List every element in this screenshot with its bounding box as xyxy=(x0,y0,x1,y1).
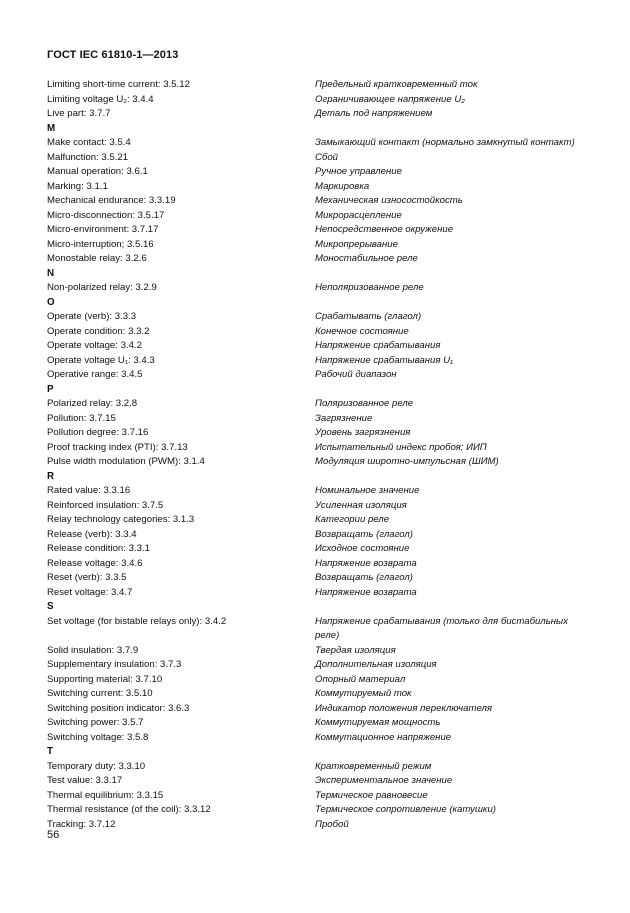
term-russian: Механическая износостойкость xyxy=(315,195,463,206)
term-english: Release (verb): 3.3.4 xyxy=(47,528,137,540)
term-english: Pulse width modulation (PWM): 3.1.4 xyxy=(47,456,205,467)
term-english: Rated value: 3.3.16 xyxy=(47,485,131,496)
term-english: Test value: 3.3.17 xyxy=(47,775,123,786)
index-entry xyxy=(47,731,592,746)
index-entry xyxy=(47,803,592,818)
index-entry xyxy=(47,528,592,543)
index-entry xyxy=(47,252,592,267)
term-english: Proof tracking index (PTI): 3.7.13 xyxy=(47,441,188,453)
term-russian: Экспериментальное значение xyxy=(315,775,453,786)
term-russian: Микропрерывание xyxy=(315,238,398,250)
term-russian: Непосредственное окружение xyxy=(315,224,454,235)
term-russian: Моностабильное реле xyxy=(315,253,418,264)
index-entry xyxy=(47,702,592,717)
term-english: Micro-disconnection: 3.5.17 xyxy=(47,209,165,221)
term-russian: Испытательный индекс пробоя; ИИП xyxy=(315,441,487,453)
index-entries xyxy=(47,78,592,832)
index-entry xyxy=(47,441,592,456)
index-entry xyxy=(47,760,592,775)
term-russian: Дополнительная изоляция xyxy=(315,659,437,670)
term-english: Micro-interruption; 3.5.16 xyxy=(47,238,154,250)
index-entry xyxy=(47,180,592,195)
index-entry xyxy=(47,455,592,470)
term-russian: Индикатор положения переключателя xyxy=(315,702,493,714)
term-english: Reinforced insulation: 3.7.5 xyxy=(47,499,164,511)
term-russian: Модуляция широтно-импульсная (ШИМ) xyxy=(315,456,499,467)
term-russian: Исходное состояние xyxy=(315,543,410,554)
document-header: ГОСТ IEC 61810-1—2013 xyxy=(47,49,179,61)
term-english: Monostable relay: 3.2.6 xyxy=(47,253,147,264)
term-russian: Предельный кратковременный ток xyxy=(315,79,478,90)
index-entry xyxy=(47,542,592,557)
term-russian: Срабатывать (глагол) xyxy=(315,311,422,322)
term-english: Tracking: 3.7.12 xyxy=(47,818,116,830)
section-letter: N xyxy=(47,267,55,279)
term-russian: Пробой xyxy=(315,818,349,830)
term-russian: Напряжение срабатывания U₁ xyxy=(315,354,454,366)
index-entry xyxy=(47,484,592,499)
index-entry xyxy=(47,687,592,702)
term-russian: Замыкающий контакт (нормально замкнутый контакт) xyxy=(315,137,575,148)
index-entry xyxy=(47,368,592,383)
term-russian: Поляризованное реле xyxy=(315,398,414,409)
term-english: Malfunction: 3.5.21 xyxy=(47,151,129,163)
index-entry xyxy=(47,136,592,151)
term-english: Pollution: 3.7.15 xyxy=(47,412,116,424)
term-english: Pollution degree: 3.7.16 xyxy=(47,427,149,438)
term-english: Make contact: 3.5.4 xyxy=(47,137,131,148)
term-english: Release condition: 3.3.1 xyxy=(47,543,150,554)
index-entry xyxy=(47,209,592,224)
term-english: Operate voltage U₁: 3.4.3 xyxy=(47,354,155,366)
term-english: Relay technology categories: 3.1.3 xyxy=(47,514,195,525)
index-entry xyxy=(47,310,592,325)
section-letter: R xyxy=(47,470,55,482)
term-russian: Напряжение срабатывания xyxy=(315,340,441,351)
term-english: Temporary duty: 3.3.10 xyxy=(47,760,146,772)
index-entry xyxy=(47,412,592,427)
term-russian: Деталь под напряжением xyxy=(315,108,433,119)
index-entry xyxy=(47,325,592,340)
term-russian: Возвращать (глагол) xyxy=(315,528,413,540)
term-english: Supplementary insulation: 3.7.3 xyxy=(47,659,182,670)
term-english: Limiting short-time current: 3.5.12 xyxy=(47,79,190,90)
term-russian: Опорный материал xyxy=(315,673,406,685)
term-english: Switching current: 3.5.10 xyxy=(47,688,153,699)
index-entry xyxy=(47,513,592,528)
index-entry xyxy=(47,339,592,354)
index-entry xyxy=(47,107,592,122)
term-russian: Загрязнение xyxy=(315,412,373,424)
term-english: Mechanical endurance: 3.3.19 xyxy=(47,195,176,206)
term-english: Thermal resistance (of the coil): 3.3.12 xyxy=(47,804,211,815)
index-entry xyxy=(47,716,592,731)
term-english: Reset voltage: 3.4.7 xyxy=(47,586,133,598)
term-russian: Коммутируемая мощность xyxy=(315,717,441,728)
term-english: Polarized relay: 3.2.8 xyxy=(47,398,138,409)
term-russian: Микрорасцепление xyxy=(315,209,402,221)
section-letter: S xyxy=(47,601,54,612)
section-letter: M xyxy=(47,122,56,134)
term-english: Live part: 3.7.7 xyxy=(47,108,111,119)
term-english: Supporting material: 3.7.10 xyxy=(47,673,163,685)
term-english: Micro-environment: 3.7.17 xyxy=(47,224,159,235)
index-entry xyxy=(47,789,592,804)
term-russian: Термическое сопротивление (катушки) xyxy=(315,804,496,815)
term-russian: Возвращать (глагол) xyxy=(315,572,413,583)
term-english: Thermal equilibrium: 3.3.15 xyxy=(47,789,164,801)
term-russian: Категории реле xyxy=(315,514,390,525)
term-russian: Ручное управление xyxy=(315,166,402,177)
index-entry xyxy=(47,586,592,601)
index-entry xyxy=(47,78,592,93)
term-english: Switching position indicator: 3.6.3 xyxy=(47,702,190,714)
term-english: Switching voltage: 3.5.8 xyxy=(47,731,149,743)
page-number: 56 xyxy=(47,829,60,841)
term-russian: Конечное состояние xyxy=(315,325,409,337)
term-russian: Усиленная изоляция xyxy=(315,499,407,511)
term-russian: Номинальное значение xyxy=(315,485,420,496)
term-russian: Рабочий диапазон xyxy=(315,369,397,380)
term-russian: Коммутационное напряжение xyxy=(315,731,452,743)
term-english: Operate (verb): 3.3.3 xyxy=(47,311,137,322)
term-english: Solid insulation: 3.7.9 xyxy=(47,644,139,656)
term-russian: Напряжение срабатывания (только для бистабильных реле) xyxy=(315,615,568,641)
term-russian: Маркировка xyxy=(315,180,370,192)
term-russian: Неполяризованное реле xyxy=(315,282,424,293)
index-entry xyxy=(47,281,592,296)
index-entry xyxy=(47,658,592,673)
index-entry xyxy=(47,93,592,108)
term-english: Limiting voltage U₂: 3.4.4 xyxy=(47,93,154,105)
index-entry xyxy=(47,151,592,166)
index-entry xyxy=(47,354,592,369)
section-letter: T xyxy=(47,746,53,757)
index-entry xyxy=(47,223,592,238)
term-russian: Твердая изоляция xyxy=(315,644,396,656)
index-entry xyxy=(47,644,592,659)
term-english: Non-polarized relay: 3.2.9 xyxy=(47,282,157,293)
index-entry xyxy=(47,818,592,833)
term-russian: Напряжение возврата xyxy=(315,557,417,569)
term-english: Switching power: 3.5.7 xyxy=(47,717,144,728)
section-letter: P xyxy=(47,383,54,395)
index-entry xyxy=(47,673,592,688)
index-entry xyxy=(47,194,592,209)
term-english: Operative range: 3.4.5 xyxy=(47,369,143,380)
section-letter: O xyxy=(47,296,55,308)
index-entry xyxy=(47,499,592,514)
index-entry xyxy=(47,557,592,572)
term-english: Set voltage (for bistable relays only): 3.4.2 xyxy=(47,615,227,627)
term-russian: Сбой xyxy=(315,151,338,163)
term-russian: Коммутируемый ток xyxy=(315,688,412,699)
term-english: Reset (verb): 3.3.5 xyxy=(47,572,127,583)
term-english: Marking: 3.1.1 xyxy=(47,180,108,192)
term-russian: Напряжение возврата xyxy=(315,586,417,598)
index-entry xyxy=(47,615,592,644)
term-russian: Термическое равновесие xyxy=(315,789,428,801)
term-english: Operate voltage: 3.4.2 xyxy=(47,340,142,351)
index-entry xyxy=(47,165,592,180)
term-english: Manual operation: 3.6.1 xyxy=(47,166,148,177)
index-entry xyxy=(47,571,592,586)
index-entry xyxy=(47,397,592,412)
term-english: Release voltage: 3.4.6 xyxy=(47,557,143,569)
index-entry xyxy=(47,238,592,253)
term-russian: Уровень загрязнения xyxy=(315,427,411,438)
index-entry xyxy=(47,774,592,789)
index-entry xyxy=(47,426,592,441)
term-english: Operate condition: 3.3.2 xyxy=(47,325,150,337)
term-russian: Ограничивающее напряжение U₂ xyxy=(315,93,465,105)
term-russian: Кратковременный режим xyxy=(315,760,432,772)
